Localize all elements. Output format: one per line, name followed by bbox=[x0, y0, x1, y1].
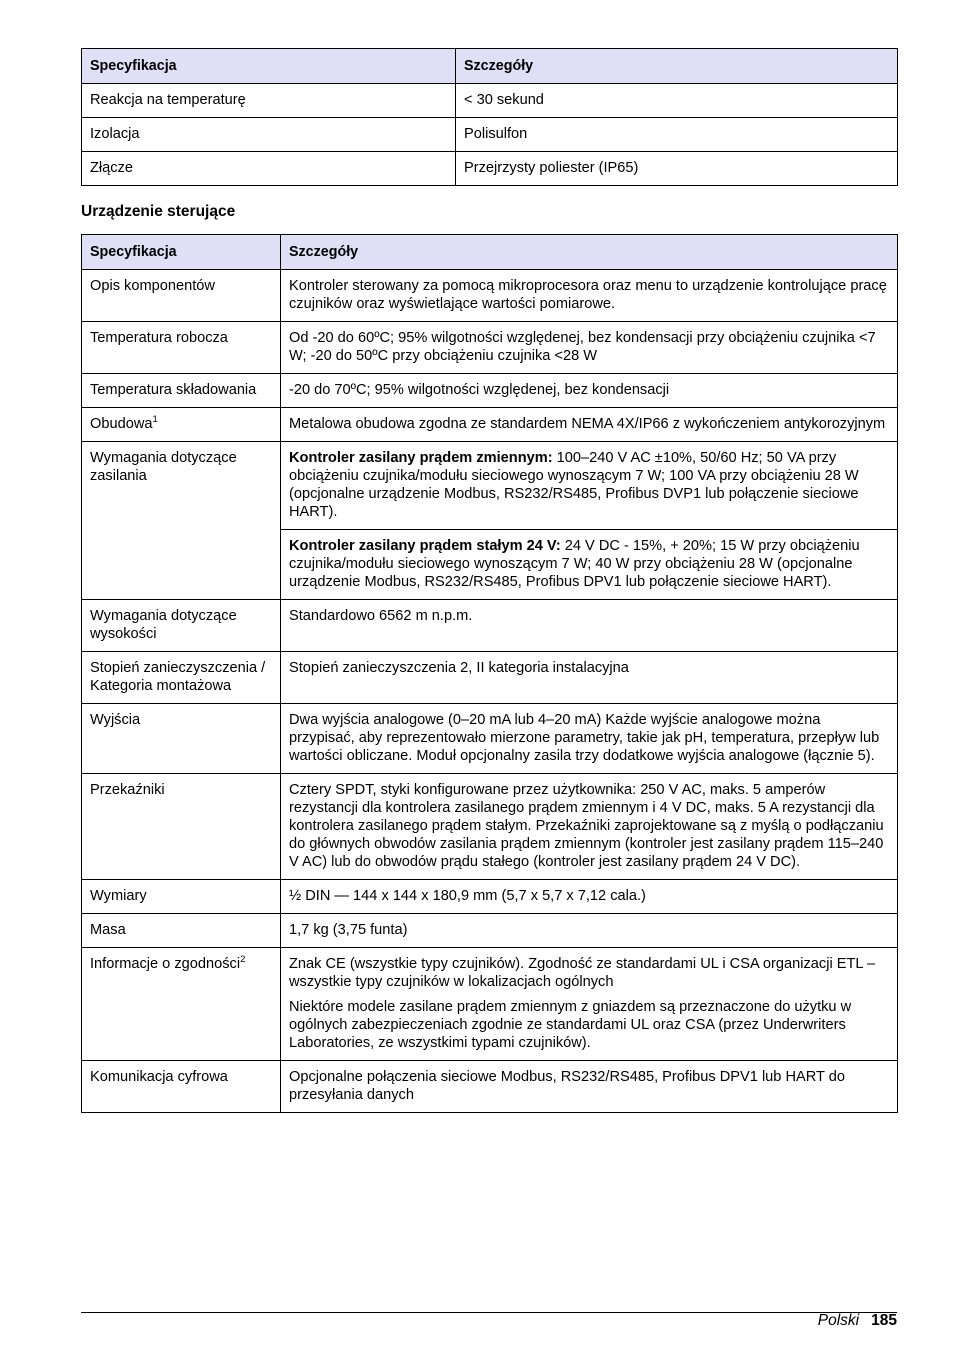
spec-label: Złącze bbox=[82, 152, 456, 186]
spec-label: Wymiary bbox=[82, 880, 281, 914]
spec-value: Dwa wyjścia analogowe (0–20 mA lub 4–20 mA) Każde wyjście analogowe można przypisać, aby reprezentowało mierzone parametry, takie jak pH, temperatura, przepływ lub wartości obliczane. Moduł opcjonalny zasila trzy dodatkowe wyjścia analogowe (łącznie 5). bbox=[281, 704, 898, 774]
zgodnosc-label: Informacje o zgodności bbox=[90, 956, 241, 972]
spec-label: Komunikacja cyfrowa bbox=[82, 1061, 281, 1113]
header-specyfikacja: Specyfikacja bbox=[82, 235, 281, 270]
table-row bbox=[82, 652, 898, 704]
spec-label: Masa bbox=[82, 914, 281, 948]
spec-value: Od -20 do 60ºC; 95% wilgotności względenej, bez kondensacji przy obciążeniu czujnika <7 W; -20 do 50ºC przy obciążeniu czujnika <28 W bbox=[281, 322, 898, 374]
footnote-ref: 2 bbox=[240, 954, 246, 965]
footer-language: Polski bbox=[817, 1312, 860, 1329]
spec-value bbox=[281, 442, 898, 530]
footnote-ref: 1 bbox=[152, 414, 158, 425]
section-title: Urządzenie sterujące bbox=[81, 203, 236, 220]
spec-label bbox=[82, 408, 281, 442]
dc-controller-label: Kontroler zasilany prądem stałym 24 V: bbox=[289, 538, 561, 554]
spec-value: Polisulfon bbox=[456, 118, 898, 152]
table-row bbox=[82, 774, 898, 880]
spec-label: Stopień zanieczyszczenia / Kategoria montażowa bbox=[82, 652, 281, 704]
page-number: 185 bbox=[871, 1312, 897, 1329]
table-row bbox=[82, 118, 898, 152]
spec-label: Temperatura składowania bbox=[82, 374, 281, 408]
dc-controller-text: 24 V DC - 15%, + 20%; 15 W przy obciążeniu czujnika/modułu sieciowego wynoszącym 7 W; 40 W przy obciążeniu 28 W (opcjonalne urządzenie Modbus, RS232/RS485, Profibus DPV1 lub połączenie sieciowe HART). bbox=[289, 538, 860, 590]
footer-divider bbox=[81, 1312, 897, 1313]
table-row bbox=[82, 948, 898, 1061]
spec-label: Opis komponentów bbox=[82, 270, 281, 322]
table-row bbox=[82, 914, 898, 948]
table-row bbox=[82, 704, 898, 774]
header-szczegoly: Szczegóły bbox=[456, 49, 898, 84]
spec-value bbox=[281, 948, 898, 1061]
controller-spec-table bbox=[81, 234, 898, 1113]
spec-label: Wyjścia bbox=[82, 704, 281, 774]
spec-label: Reakcja na temperaturę bbox=[82, 84, 456, 118]
spec-value: Metalowa obudowa zgodna ze standardem NEMA 4X/IP66 z wykończeniem antykorozyjnym bbox=[281, 408, 898, 442]
table-header-row bbox=[82, 235, 898, 270]
table-header-row bbox=[82, 49, 898, 84]
spec-value: Kontroler sterowany za pomocą mikroprocesora oraz menu to urządzenie kontrolujące pracę czujników oraz wyświetlające wartości pomiarowe. bbox=[281, 270, 898, 322]
spec-label: Wymagania dotyczące wysokości bbox=[82, 600, 281, 652]
spec-label: Izolacja bbox=[82, 118, 456, 152]
table-row bbox=[82, 152, 898, 186]
spec-value: Przejrzysty poliester (IP65) bbox=[456, 152, 898, 186]
obudowa-label: Obudowa bbox=[90, 416, 153, 432]
ac-controller-label: Kontroler zasilany prądem zmiennym: bbox=[289, 450, 553, 466]
table-row bbox=[82, 408, 898, 442]
spec-paragraph: Niektóre modele zasilane prądem zmiennym z gniazdem są przeznaczone do użytku w ogólnych zabezpieczeniach zgodnie ze standardami UL oraz CSA (przez Underwriters Laboratories, ze wszystkimi typami czujników). bbox=[289, 999, 852, 1051]
spec-value: ½ DIN — 144 x 144 x 180,9 mm (5,7 x 5,7 x 7,12 cala.) bbox=[281, 880, 898, 914]
spec-value: 1,7 kg (3,75 funta) bbox=[281, 914, 898, 948]
spec-label: Temperatura robocza bbox=[82, 322, 281, 374]
spec-value: -20 do 70ºC; 95% wilgotności względenej, bez kondensacji bbox=[281, 374, 898, 408]
spec-value: Stopień zanieczyszczenia 2, II kategoria instalacyjna bbox=[281, 652, 898, 704]
table-row bbox=[82, 442, 898, 530]
table-row bbox=[82, 84, 898, 118]
table-row bbox=[82, 1061, 898, 1113]
table-row bbox=[82, 600, 898, 652]
spec-paragraph: Znak CE (wszystkie typy czujników). Zgodność ze standardami UL i CSA organizacji ETL – wszystkie typy czujników w lokalizacjach ogólnych bbox=[289, 956, 876, 990]
spec-label bbox=[82, 948, 281, 1061]
table-row bbox=[82, 270, 898, 322]
spec-value bbox=[281, 530, 898, 600]
spec-value: Cztery SPDT, styki konfigurowane przez użytkownika: 250 V AC, maks. 5 amperów rezystancji dla kontrolera zasilanego prądem zmiennym i 4 V DC, maks. 5 A rezystancji dla kontrolera zasilanego prądem stałym. Przekaźniki zaprojektowane są z myślą o podłączaniu do głównych obwodów zasilania prądem zmiennym (kontroler jest zasilany prądem 115–240 V AC) lub do obwodów prądu stałego (kontroler jest zasilany prądem 24 V DC). bbox=[281, 774, 898, 880]
header-szczegoly: Szczegóły bbox=[281, 235, 898, 270]
spec-value: < 30 sekund bbox=[456, 84, 898, 118]
table-row bbox=[82, 374, 898, 408]
sensor-spec-table bbox=[81, 48, 898, 186]
spec-label: Przekaźniki bbox=[82, 774, 281, 880]
table-row bbox=[82, 880, 898, 914]
spec-value: Opcjonalne połączenia sieciowe Modbus, RS232/RS485, Profibus DPV1 lub HART do przesyłania danych bbox=[281, 1061, 898, 1113]
header-specyfikacja: Specyfikacja bbox=[82, 49, 456, 84]
spec-label: Wymagania dotyczące zasilania bbox=[82, 442, 281, 600]
spec-value: Standardowo 6562 m n.p.m. bbox=[281, 600, 898, 652]
page-footer bbox=[818, 1312, 897, 1330]
ac-controller-text: 100–240 V AC ±10%, 50/60 Hz; 50 VA przy obciążeniu czujnika/modułu sieciowego wynoszącym 7 W; 100 VA przy obciążeniu 28 W (opcjonalne urządzenie Modbus, RS232/RS485, Profibus DVP1 lub połączenie sieciowe HART). bbox=[289, 450, 859, 520]
table-row bbox=[82, 322, 898, 374]
